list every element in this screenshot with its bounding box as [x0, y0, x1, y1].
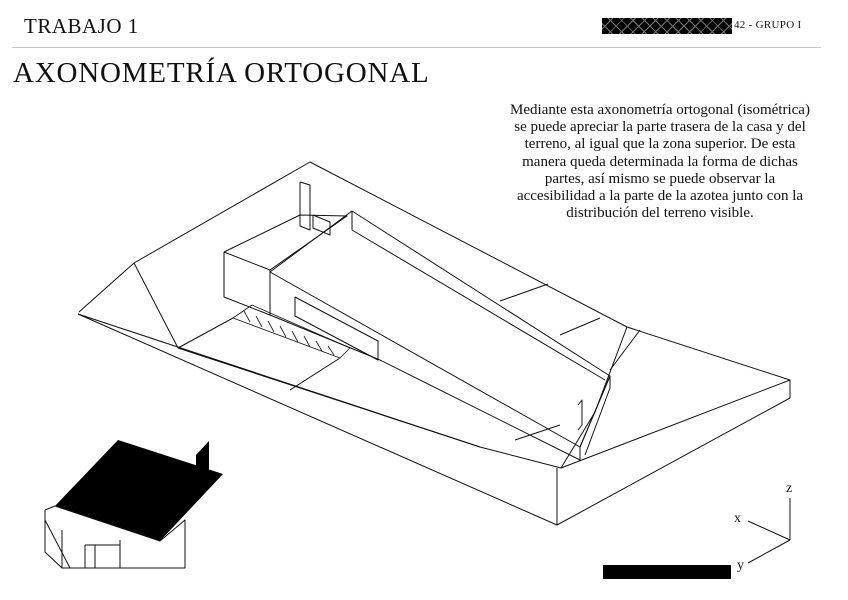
- terrain-top-outline: [78, 162, 790, 468]
- terrain-section-4: [560, 318, 600, 335]
- rear-volume-outline: [224, 252, 270, 315]
- rear-volume: [224, 182, 347, 315]
- terrain-section-5: [515, 425, 560, 440]
- stair-step: [280, 326, 286, 337]
- stair-step: [268, 321, 274, 332]
- stair: [233, 305, 350, 358]
- axis-x-line: [748, 521, 790, 540]
- group-label: 42 - GRUPO I: [734, 19, 802, 31]
- main-slab-front: [270, 272, 580, 460]
- main-slab-top: [270, 211, 610, 447]
- terrain-mid-edge: [178, 348, 480, 447]
- axis-z-label: z: [786, 481, 793, 496]
- rear-wall-slot: [313, 215, 330, 235]
- terrain-section-3: [500, 284, 548, 301]
- terrain-section-2: [290, 358, 340, 390]
- axis-x-label: x: [734, 511, 741, 526]
- main-slab-edge: [352, 230, 605, 380]
- axis-y-line: [748, 540, 790, 563]
- rear-volume-top: [224, 215, 347, 270]
- main-slab-window: [295, 297, 378, 360]
- page-title: AXONOMETRÍA ORTOGONAL: [13, 57, 430, 89]
- stair-step: [256, 316, 262, 327]
- main-slab-notch: [578, 400, 582, 430]
- inset-line: [45, 520, 70, 568]
- axis-indicator: [748, 498, 790, 563]
- stair-step: [244, 311, 250, 322]
- terrain-left-line: [134, 263, 178, 348]
- main-slab-end: [580, 376, 610, 455]
- inset-solid-tower: [196, 441, 209, 478]
- inset-view: [45, 440, 223, 568]
- header-title: TRABAJO 1: [24, 14, 139, 38]
- scale-bar: [603, 565, 731, 579]
- description-text: Mediante esta axonometría ortogonal (isométrica) se puede apreciar la parte trasera de la casa y del terreno, al igual que la zona superior. De esta manera queda determinada la forma de dichas partes, así mismo se puede observar la accesibilidad a la parte de la azotea junto con la distribución del terreno visible.: [510, 102, 810, 222]
- terrain-right-fold: [610, 330, 640, 370]
- rear-wall: [300, 182, 310, 230]
- terrain-section-1: [178, 318, 233, 348]
- stair-outline: [233, 305, 350, 358]
- axis-y-label: y: [737, 558, 744, 573]
